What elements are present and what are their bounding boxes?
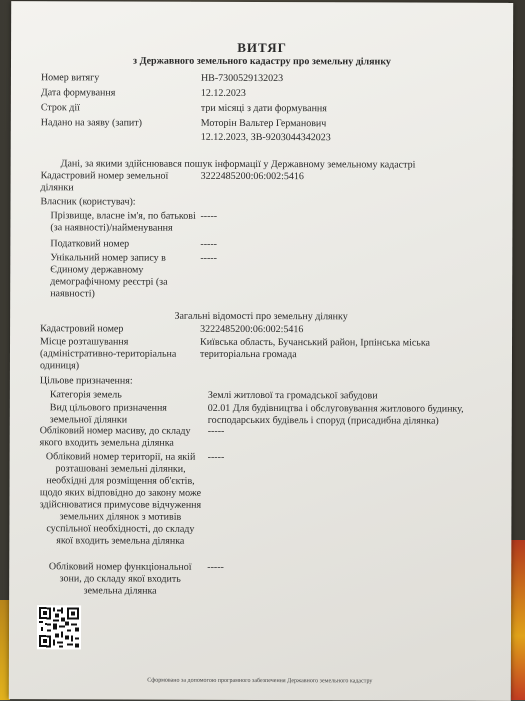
field-label-purpose: Цільове призначення: [39, 375, 133, 387]
field-value-extract-number: НВ-7300529132023 [200, 72, 284, 85]
field-value-requester: Моторін Вальтер Германович [200, 117, 327, 130]
section-heading-general: Загальні відомості про земельну ділянку [174, 310, 348, 323]
field-value-cadastral-number: 3222485200:06:002:5416 [200, 323, 304, 336]
field-label-territory-number: Обліковий номер території, на якій розташовані земельні ділянки, необхідні для розміщення об'єктів, щодо яких відповідно до закону може здійснюватися примусове відчуження земельних ділянок з мотивів суспільної необхідності, до складу якої входить земельна ділянка [39, 451, 202, 547]
field-label-location: Місце розташування (адміністративно-територіальна одиниця) [39, 336, 177, 372]
qr-code-icon [37, 605, 81, 649]
field-value-territory-number: ----- [207, 451, 225, 463]
document-footer: Сформовано за допомогою програмного забезпечення Державного земельного кадастру [147, 677, 373, 685]
field-value-location: Київська область, Бучанський район, Ірпінська міська територіальна громада [199, 336, 431, 361]
field-value-use-type: 02.01 Для будівництва і обслуговування житлового будинку, господарських будівель і споруд (присадибна ділянка) [207, 402, 464, 427]
document-title: ВИТЯГ [237, 39, 287, 56]
field-label-demographic-registry: Унікальний номер запису в Єдиному державному демографічному реєстрі (за наявності) [50, 252, 168, 300]
field-label-tax-number: Податковий номер [50, 238, 130, 250]
field-label-use-type: Вид цільового призначення земельної ділянки [49, 402, 167, 426]
field-value-search-cadastral: 3222485200:06:002:5416 [200, 170, 304, 183]
field-value-array-number: ----- [207, 425, 225, 437]
background-object-red [511, 540, 525, 700]
field-label-validity: Строк дії [40, 102, 80, 114]
field-label-cadastral-number: Кадастровий номер [40, 323, 124, 335]
field-label-owner: Власник (користувач): [40, 196, 136, 208]
field-value-validity: три місяці з дати формування [200, 102, 327, 115]
field-label-formation-date: Дата формування [40, 87, 116, 99]
section-heading-search: Дані, за якими здійснювався пошук інформації у Державному земельному кадастрі [60, 158, 416, 171]
field-label-search-cadastral: Кадастровий номер земельної ділянки [40, 170, 169, 194]
field-label-land-category: Категорія земель [49, 389, 122, 401]
field-label-request: Надано на заяву (запит) [40, 117, 143, 129]
field-label-extract-number: Номер витягу [40, 72, 100, 84]
field-label-array-number: Обліковий номер масиву, до складу якого входить земельна ділянка [39, 425, 191, 449]
document-subtitle: з Державного земельного кадастру про земельну ділянку [133, 55, 391, 68]
document-page [9, 1, 513, 701]
field-label-zone-number: Обліковий номер функціональної зони, до складу якої входить земельна ділянка [48, 561, 192, 597]
field-value-formation-date: 12.12.2023 [200, 87, 246, 99]
field-value-owner-name: ----- [200, 210, 218, 222]
field-value-land-category: Землі житлової та громадської забудови [207, 389, 378, 402]
field-value-request-number: 12.12.2023, ЗВ-9203044342023 [200, 131, 331, 144]
field-value-demographic-registry: ----- [200, 252, 217, 264]
field-label-owner-name: Прізвище, власне ім'я, по батькові (за наявності)/найменування [50, 210, 196, 234]
field-value-zone-number: ----- [207, 561, 224, 573]
field-value-tax-number: ----- [200, 238, 218, 250]
